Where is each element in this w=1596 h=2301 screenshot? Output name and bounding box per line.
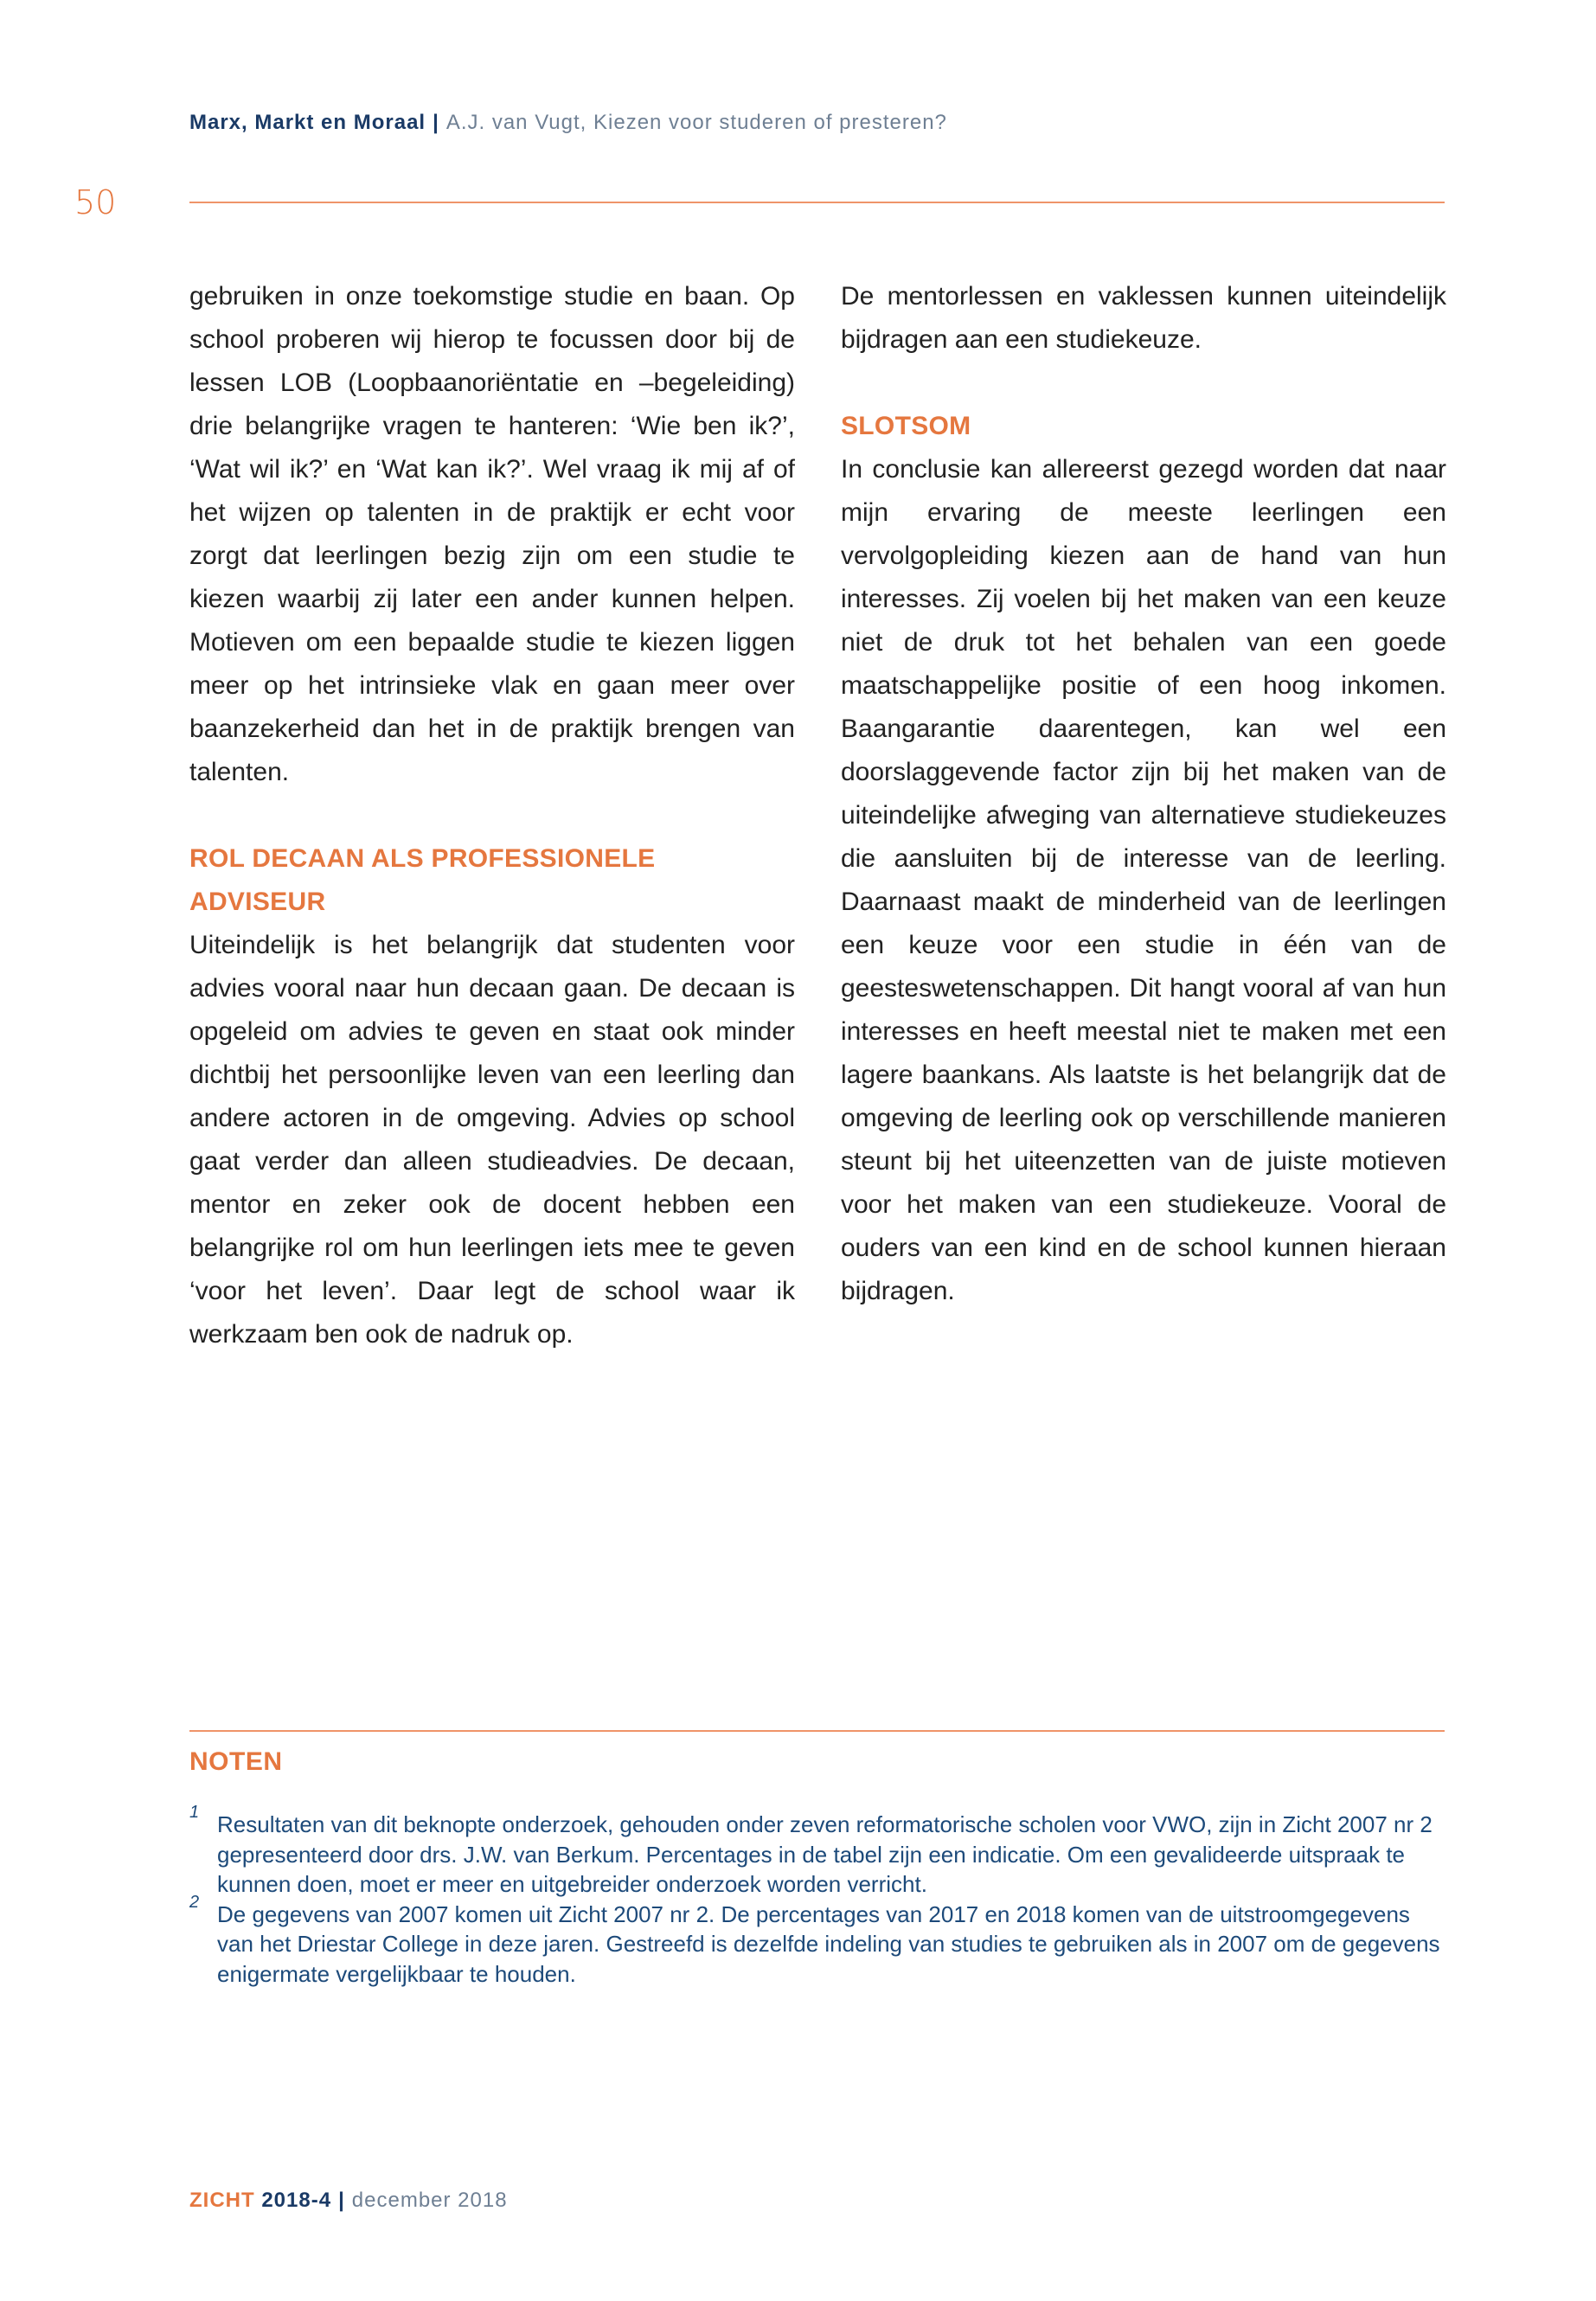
- footnote-number: 1: [189, 1803, 200, 1822]
- series-title: Marx, Markt en Moraal: [189, 111, 426, 134]
- notes-heading: NOTEN: [189, 1747, 283, 1776]
- body-paragraph: In conclusie kan allereerst gezegd worden dat naar mijn ervaring de meeste leerlingen een vervolgopleiding kiezen aan de hand van hun interesses. Zij voelen bij het maken van een keuze niet de druk tot het behalen van een goede maatschappelijke positie of een hoog inkomen. Baangarantie daarentegen, kan wel een doorslaggevende factor zijn bij het maken van de uiteindelijke afweging van alternatieve studiekeuzes die aansluiten bij de interesse van de leerling. Daarnaast maakt de minderheid van de leerlingen een keuze voor een studie in één van de geesteswetenschappen. Dit hangt vooral af van hun interesses en heeft meestal niet te maken met een lagere baankans. Als laatste is het belangrijk dat de omgeving de leerling ook op verschillende manieren steunt bij het uiteenzetten van de juiste motieven voor het maken van een studiekeuze. Vooral de ouders van een kind en de school kunnen hieraan bijdragen.: [841, 455, 1446, 1305]
- issue-number: 2018-4: [261, 2189, 332, 2212]
- right-column: [841, 275, 1446, 1313]
- header-separator: |: [433, 111, 439, 134]
- section-heading-slotsom: SLOTSOM: [841, 412, 971, 440]
- page-number: 50: [74, 183, 117, 221]
- article-author-title: A.J. van Vugt, Kiezen voor studeren of presteren?: [445, 111, 947, 134]
- body-paragraph: De mentorlessen en vaklessen kunnen uiteindelijk bijdragen aan een studiekeuze.: [841, 282, 1446, 354]
- section-heading-rol-decaan: ROL DECAAN ALS PROFESSIONELE ADVISEUR: [189, 844, 656, 916]
- issue-date: december 2018: [351, 2189, 508, 2212]
- notes-divider: [189, 1730, 1445, 1732]
- footnote-number: 2: [189, 1892, 200, 1912]
- magazine-name: ZICHT: [189, 2189, 255, 2212]
- footnote-text: De gegevens van 2007 komen uit Zicht 2007 nr 2. De percentages van 2017 en 2018 komen van de uitstroomgegevens van het Driestar College in deze jaren. Gestreefd is dezelfde indeling van studies te gebruiken als in 2007 om de gegevens enigermate vergelijkbaar te houden.: [217, 1900, 1440, 1987]
- footnote-text: Resultaten van dit beknopte onderzoek, gehouden onder zeven reformatorische scholen voor VWO, zijn in Zicht 2007 nr 2 gepresenteerd door drs. J.W. van Berkum. Percentages in de tabel zijn een indicatie. Om een gevalideerde uitspraak te kunnen doen, moet er meer en uitgebreider onderzoek worden verricht.: [217, 1811, 1433, 1897]
- body-paragraph: gebruiken in onze toekomstige studie en baan. Op school proberen wij hierop te focussen door bij de lessen LOB (Loopbaanoriëntatie en –begeleiding) drie belangrijke vragen te hanteren: ‘Wie ben ik?’, ‘Wat wil ik?’ en ‘Wat kan ik?’. Wel vraag ik mij af of het wijzen op talenten in de praktijk er echt voor zorgt dat leerlingen bezig zijn om een studie te kiezen waarbij zij later een ander kunnen helpen. Motieven om een bepaalde studie te kiezen liggen meer op het intrinsieke vlak en gaan meer over baanzekerheid dan het in de praktijk brengen van talenten.: [189, 282, 795, 786]
- footer-separator: |: [338, 2189, 345, 2212]
- header-divider: [189, 202, 1445, 203]
- running-header: [189, 111, 947, 135]
- left-column: [189, 275, 795, 1356]
- running-footer: [189, 2189, 508, 2213]
- footnote: [189, 1892, 1445, 1990]
- footnote: [189, 1803, 1445, 1900]
- notes-list: [189, 1803, 1445, 1989]
- body-paragraph: Uiteindelijk is het belangrijk dat studenten voor advies vooral naar hun decaan gaan. De decaan is opgeleid om advies te geven en staat ook minder dichtbij het persoonlijke leven van een leerling dan andere actoren in de omgeving. Advies op school gaat verder dan alleen studieadvies. De decaan, mentor en zeker ook de docent hebben een belangrijke rol om hun leerlingen iets mee te geven ‘voor het leven’. Daar legt de school waar ik werkzaam ben ook de nadruk op.: [189, 931, 795, 1349]
